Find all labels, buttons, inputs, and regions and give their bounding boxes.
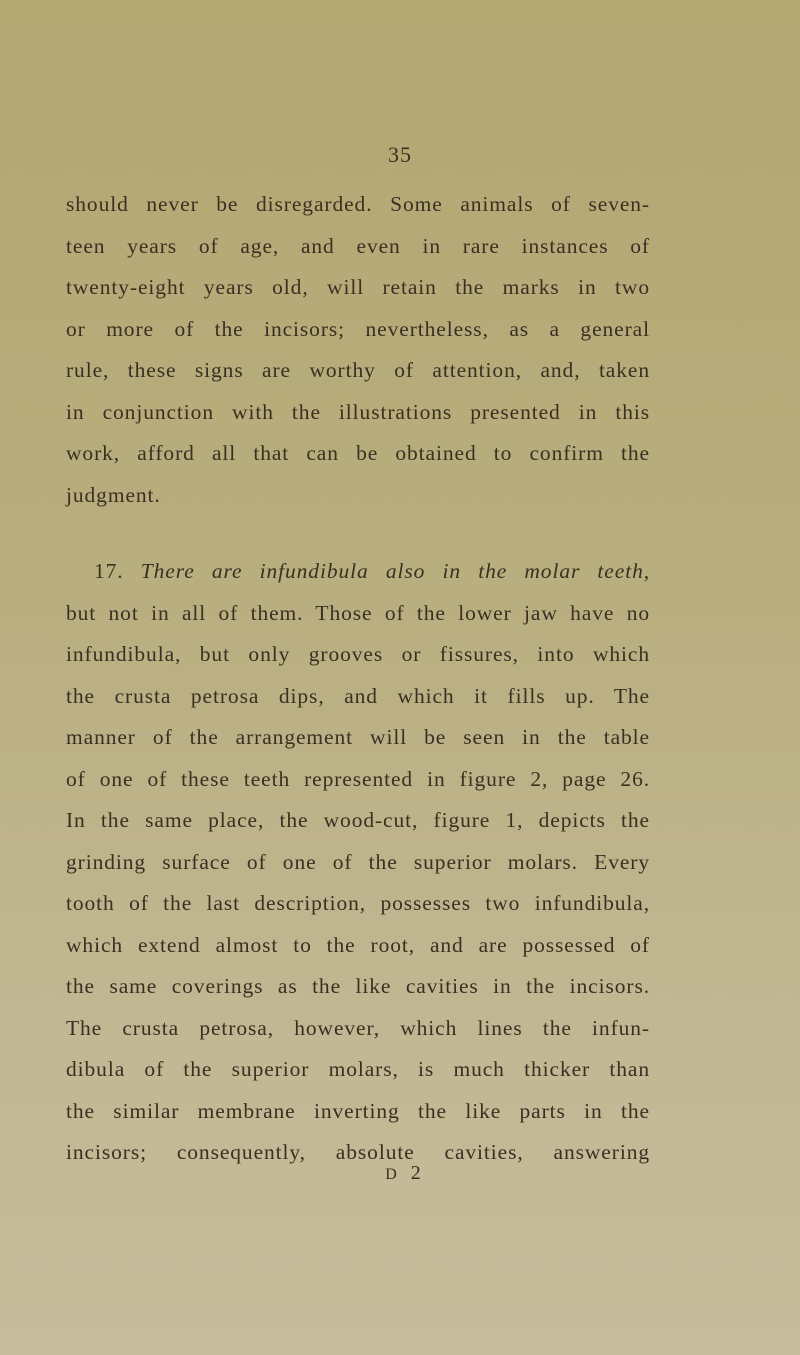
text-line: the crusta petrosa dips, and which it fills up. The <box>66 683 650 708</box>
signature-letter: D <box>385 1166 411 1183</box>
text-line: tooth of the last description, possesses two infundibula, <box>66 891 650 915</box>
text-line: the similar membrane inverting the like parts in the <box>66 1098 650 1123</box>
text-line: which extend almost to the root, and are possessed of <box>66 932 650 957</box>
text-line: dibula of the superior molars, is much thicker than <box>66 1057 650 1081</box>
text-line: should never be disregarded. Some animals of seven- <box>66 192 650 216</box>
page-number: 35 <box>388 142 412 167</box>
text-line: The crusta petrosa, however, which lines the infun- <box>66 1015 650 1040</box>
paragraph-2 <box>66 551 650 1174</box>
text-line: of one of these teeth represented in figure 2, page 26. <box>66 766 650 791</box>
text-line: manner of the arrangement will be seen in the table <box>66 725 650 749</box>
text-line: the same coverings as the like cavities in the incisors. <box>66 974 650 998</box>
section-heading-line <box>66 551 650 593</box>
text-line: or more of the incisors; nevertheless, as a general <box>66 316 650 341</box>
text-line: infundibula, but only grooves or fissures, into which <box>66 642 650 666</box>
text-line: rule, these signs are worthy of attention, and, taken <box>66 358 650 382</box>
text-line: teen years of age, and even in rare instances of <box>66 233 650 258</box>
paragraph-1 <box>66 184 650 516</box>
text-line: grinding surface of one of the superior molars. Every <box>66 849 650 874</box>
text-line: In the same place, the wood-cut, figure 1, depicts the <box>66 808 650 832</box>
text-line: work, afford all that can be obtained to confirm the <box>66 441 650 465</box>
text-line: but not in all of them. Those of the lower jaw have no <box>66 600 650 625</box>
section-number: 17. <box>94 559 124 583</box>
text-line: incisors; consequently, absolute cavities, answering <box>66 1140 650 1164</box>
section-heading: There are infundibula also in the molar teeth, <box>140 559 650 583</box>
signature-number: 2 <box>410 1162 435 1184</box>
text-line: judgment. <box>66 482 161 507</box>
text-line: in conjunction with the illustrations presented in this <box>66 399 650 424</box>
text-line: twenty-eight years old, will retain the marks in two <box>66 275 650 299</box>
signature-mark <box>0 1162 800 1185</box>
